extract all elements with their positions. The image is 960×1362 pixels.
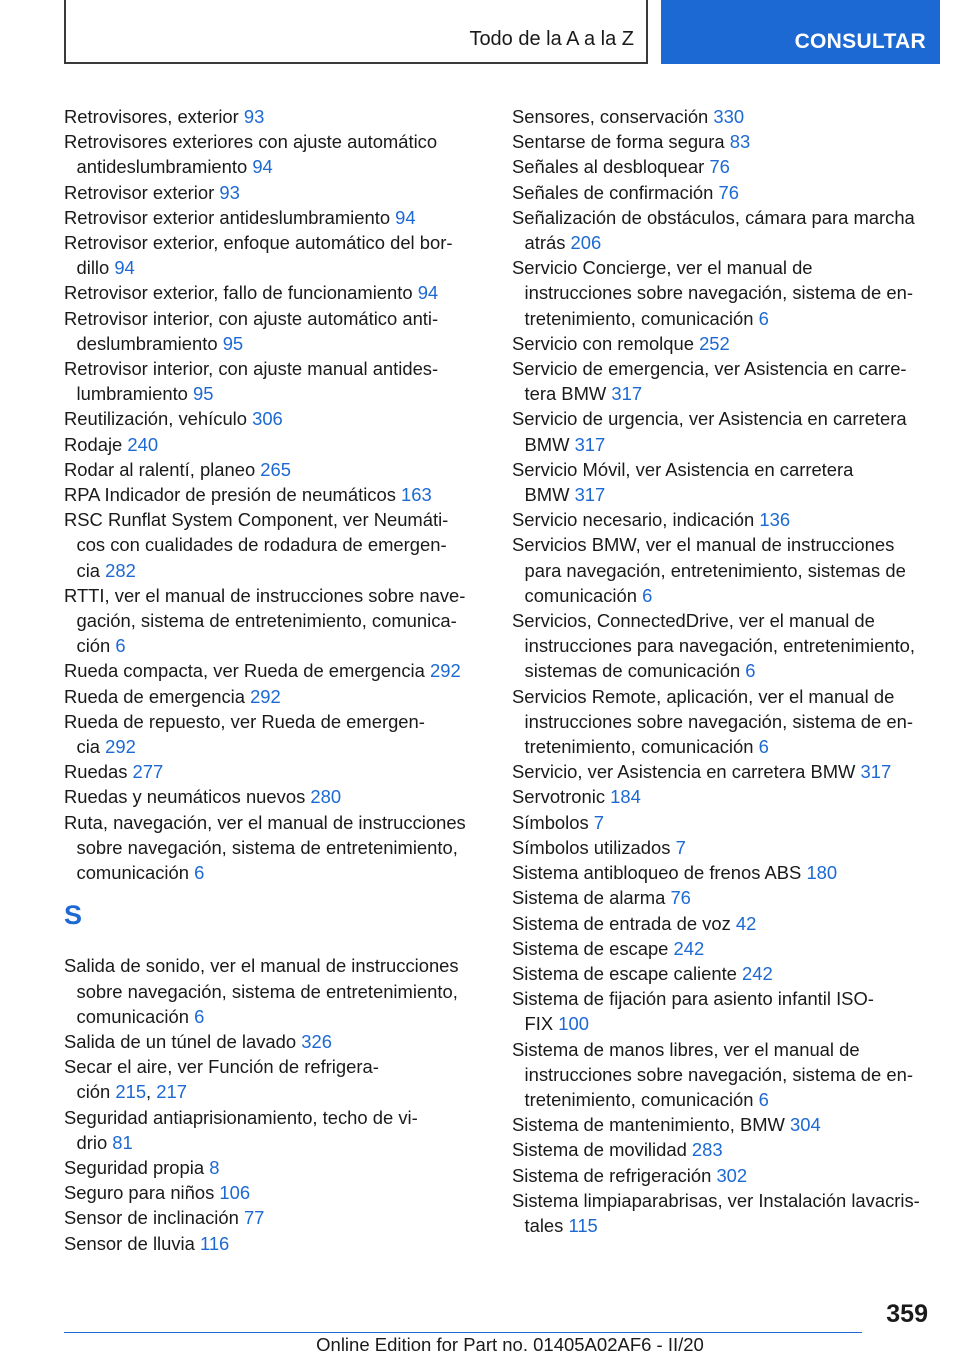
consult-tab[interactable] <box>661 0 940 64</box>
index-term: Sensor de lluvia <box>64 1232 200 1254</box>
index-term: Señales al desbloquear <box>512 156 710 178</box>
index-entry <box>64 709 484 759</box>
index-entry <box>64 432 484 457</box>
index-entry <box>64 180 484 205</box>
page-reference-link[interactable]: 7 <box>593 811 605 833</box>
page-reference-link[interactable]: 163 <box>401 484 432 506</box>
page-reference-link[interactable]: 116 <box>199 1232 230 1254</box>
index-term: Servicio Concierge, ver el manual de instrucciones sobre navegación, sistema de en- tretenimiento, comunicación <box>512 257 913 329</box>
index-entry <box>512 1163 952 1188</box>
index-entry <box>64 658 484 683</box>
page-reference-link[interactable]: 217 <box>156 1081 187 1103</box>
page-reference-link[interactable]: 6 <box>642 584 653 606</box>
index-term: Servicios Remote, aplicación, ver el manual de instrucciones sobre navegación, sistema de en- tretenimiento, comunicación <box>512 685 913 758</box>
index-entry <box>64 356 484 406</box>
index-term: Sistema de alarma <box>512 887 671 909</box>
index-entry <box>512 356 952 406</box>
page-reference-link[interactable]: 115 <box>568 1214 598 1236</box>
index-entry <box>64 1029 484 1054</box>
index-term: Sistema de mantenimiento, BMW <box>512 1114 791 1136</box>
index-entry <box>512 255 952 331</box>
index-entry <box>512 532 952 608</box>
index-term: Seguro para niños <box>64 1182 220 1204</box>
page-reference-link[interactable]: 76 <box>709 156 730 178</box>
page-reference-link[interactable]: 292 <box>250 685 281 707</box>
page-reference-link[interactable]: 6 <box>115 635 126 657</box>
index-entry <box>512 608 952 684</box>
index-term: RSC Runflat System Component, ver Neumáti- cos con cualidades de rodadura de emergen- cia <box>64 509 449 581</box>
index-entry <box>512 885 952 910</box>
page-reference-link[interactable]: 81 <box>112 1131 133 1153</box>
index-term: Servicio, ver Asistencia en carretera BMW <box>512 761 861 783</box>
index-term: Sensor de inclinación <box>64 1207 244 1229</box>
index-term: Sistema de escape caliente <box>512 962 743 984</box>
page-reference-link[interactable]: 94 <box>114 257 135 279</box>
index-term: Servicio necesario, indicación <box>512 509 760 531</box>
page-reference-link[interactable]: 93 <box>219 181 240 203</box>
footer-rule <box>64 1332 862 1333</box>
index-entry <box>512 860 952 885</box>
index-term: Salida de un túnel de lavado <box>64 1030 302 1052</box>
index-term: Seguridad antiaprisionamiento, techo de vi- drio <box>64 1106 418 1153</box>
page-reference-link[interactable]: 76 <box>670 887 691 909</box>
index-term: Sistema limpiaparabrisas, ver Instalación lavacris- tales <box>512 1189 920 1236</box>
index-term: Sistema de escape <box>512 937 674 959</box>
index-term: Servicios BMW, ver el manual de instrucciones para navegación, entretenimiento, sistemas de comunicación <box>512 534 906 606</box>
index-term: Retrovisores, exterior <box>64 106 244 127</box>
index-term: Retrovisor interior, con ajuste automático anti- deslumbramiento <box>64 307 439 354</box>
page-reference-link[interactable]: 292 <box>105 736 136 758</box>
page-reference-link[interactable]: 94 <box>252 156 273 178</box>
index-term: RPA Indicador de presión de neumáticos <box>64 484 402 506</box>
page-reference-link[interactable]: 184 <box>610 786 641 808</box>
page-reference-link[interactable]: 100 <box>558 1013 589 1035</box>
page-reference-link[interactable]: 317 <box>574 484 606 506</box>
page-reference-link[interactable]: 282 <box>105 559 136 581</box>
index-entry <box>64 482 484 507</box>
consult-tab-label: CONSULTAR <box>794 30 926 53</box>
index-term: Sistema de refrigeración <box>512 1164 717 1186</box>
index-term: Símbolos <box>512 811 594 833</box>
index-entry <box>64 1155 484 1180</box>
index-entry <box>64 684 484 709</box>
page-reference-link[interactable]: 242 <box>673 937 705 959</box>
index-term: Secar el aire, ver Función de refrigera- ción <box>64 1056 379 1103</box>
page-reference-link[interactable]: 94 <box>395 206 416 228</box>
index-term: Retrovisor exterior antideslumbramiento <box>64 206 396 228</box>
page-number: 359 <box>886 1300 928 1328</box>
index-column-left <box>64 104 484 1256</box>
index-term: Retrovisor interior, con ajuste manual antides- lumbramiento <box>64 358 439 405</box>
index-entry <box>512 457 952 507</box>
index-term: Ruedas y neumáticos nuevos <box>64 786 311 808</box>
page-reference-link[interactable]: 206 <box>570 232 602 254</box>
index-entry <box>512 784 952 809</box>
index-entry <box>64 230 484 280</box>
page-reference-link[interactable]: 6 <box>745 660 756 682</box>
index-entry <box>512 1037 952 1113</box>
section-tab[interactable] <box>64 0 648 64</box>
index-entry <box>512 205 952 255</box>
index-entry <box>64 1054 484 1104</box>
index-entry <box>512 1188 952 1238</box>
page-reference-link[interactable]: 95 <box>193 383 214 405</box>
page-reference-link[interactable]: 6 <box>194 862 205 884</box>
index-entry <box>512 835 952 860</box>
index-term: Rodar al ralentí, planeo <box>64 458 261 480</box>
index-entry <box>64 759 484 784</box>
page-reference-link[interactable]: 304 <box>790 1114 821 1136</box>
index-entry <box>64 1105 484 1155</box>
index-term: Sensores, conservación <box>512 106 714 127</box>
page-reference-link[interactable]: 215 <box>115 1081 147 1103</box>
page-reference-link[interactable]: 93 <box>243 106 265 127</box>
index-entry <box>512 986 952 1036</box>
index-term: Rueda compacta, ver Rueda de emergencia <box>64 660 430 682</box>
page-reference-link[interactable]: 136 <box>759 509 791 531</box>
page-reference-link[interactable]: 306 <box>252 408 283 430</box>
index-term: Retrovisor exterior, fallo de funcionamiento <box>64 282 418 304</box>
page-reference-link[interactable]: 302 <box>716 1164 748 1186</box>
index-term: Sistema de entrada de voz <box>512 912 736 934</box>
index-term: Reutilización, vehículo <box>64 408 253 430</box>
index-term: Sentarse de forma segura <box>512 131 730 153</box>
index-entry <box>512 331 952 356</box>
index-entry <box>512 180 952 205</box>
page-reference-link[interactable]: 317 <box>860 761 892 783</box>
page-reference-link[interactable]: 83 <box>729 131 751 153</box>
index-term: Salida de sonido, ver el manual de instrucciones sobre navegación, sistema de entretenimiento, comunicación <box>64 955 459 1027</box>
index-column-right <box>512 104 952 1238</box>
index-entry <box>64 280 484 305</box>
index-entry <box>64 507 484 583</box>
index-entry <box>64 129 484 179</box>
index-letter-heading: S <box>64 900 83 931</box>
index-entry <box>512 1137 952 1162</box>
index-entry <box>64 810 484 886</box>
index-entry <box>512 961 952 986</box>
index-entry <box>64 784 484 809</box>
index-term: Servicio Móvil, ver Asistencia en carretera BMW <box>512 458 854 506</box>
page-reference-link[interactable]: 292 <box>429 660 461 682</box>
index-term: Ruta, navegación, ver el manual de instrucciones sobre navegación, sistema de entretenimiento, comunicación <box>64 811 466 884</box>
index-term: Servicio con remolque <box>512 332 700 354</box>
index-term: Rueda de repuesto, ver Rueda de emergen- cia <box>64 710 425 758</box>
index-entry <box>512 810 952 835</box>
section-tab-label: Todo de la A a la Z <box>469 28 634 50</box>
page-reference-link[interactable]: 252 <box>699 332 730 354</box>
index-term: Ruedas <box>64 761 133 783</box>
page-reference-link[interactable]: 317 <box>574 433 606 455</box>
index-term: Retrovisor exterior, enfoque automático del bor- dillo <box>64 232 453 279</box>
index-entry <box>64 457 484 482</box>
index-term: Señalización de obstáculos, cámara para marcha atrás <box>512 206 915 254</box>
index-entry <box>512 406 952 456</box>
page-reference-link[interactable]: 77 <box>243 1207 265 1229</box>
index-entry <box>512 911 952 936</box>
page-reference-link[interactable]: 42 <box>735 912 757 934</box>
index-term: Sistema de fijación para asiento infantil ISO- FIX <box>512 988 874 1035</box>
index-entry <box>512 684 952 760</box>
page-reference-link[interactable]: 76 <box>718 181 739 203</box>
index-term: Servicio de emergencia, ver Asistencia en carre- tera BMW <box>512 358 907 405</box>
index-entry <box>64 205 484 230</box>
page-reference-link[interactable]: 7 <box>675 836 686 858</box>
index-entry <box>512 507 952 532</box>
page-reference-link[interactable]: 6 <box>758 736 769 758</box>
index-term: Servotronic <box>512 786 611 808</box>
index-term: Sistema de manos libres, ver el manual de instrucciones sobre navegación, sistema de en- tretenimiento, comunicación <box>512 1038 913 1110</box>
page-reference-link[interactable]: 283 <box>691 1139 723 1161</box>
index-entry <box>64 1231 484 1256</box>
page-reference-link[interactable]: 8 <box>209 1156 220 1178</box>
footer-edition-text: Online Edition for Part no. 01405A02AF6 - II/20 <box>316 1334 704 1355</box>
index-term: Seguridad propia <box>64 1156 210 1178</box>
page-reference-link[interactable]: 94 <box>417 282 439 304</box>
page-reference-link[interactable]: 265 <box>260 458 291 480</box>
index-entry <box>512 759 952 784</box>
index-entry <box>64 406 484 431</box>
page-reference-link[interactable]: 6 <box>194 1005 205 1027</box>
index-term: Servicio de urgencia, ver Asistencia en carretera BMW <box>512 408 907 455</box>
page-reference-link[interactable]: 280 <box>310 786 342 808</box>
index-entry <box>64 104 484 129</box>
index-entry <box>64 583 484 659</box>
index-term: Símbolos utilizados <box>512 836 676 858</box>
footer-edition <box>60 1334 960 1356</box>
index-term: Retrovisor exterior <box>64 181 220 203</box>
index-entry <box>512 129 952 154</box>
page-reference-link[interactable]: 326 <box>301 1030 332 1052</box>
page-reference-link[interactable]: 106 <box>219 1182 251 1204</box>
index-entry <box>64 1180 484 1205</box>
page-reference-link[interactable]: 330 <box>713 106 745 127</box>
index-entry <box>64 306 484 356</box>
index-term: Sistema de movilidad <box>512 1139 692 1161</box>
index-entry <box>512 936 952 961</box>
page-reference-link[interactable]: 6 <box>758 307 769 329</box>
page-reference-link[interactable]: 277 <box>132 761 164 783</box>
page-reference-link[interactable]: 240 <box>127 433 159 455</box>
page-reference-link[interactable]: 242 <box>742 962 773 984</box>
page-reference-link[interactable]: 317 <box>611 383 643 405</box>
index-term: Rueda de emergencia <box>64 685 251 707</box>
index-entry <box>64 953 484 1029</box>
index-entry <box>512 154 952 179</box>
index-term: Retrovisores exteriores con ajuste automático antideslumbramiento <box>64 131 438 178</box>
page-reference-link[interactable]: 180 <box>806 862 838 884</box>
index-term: Señales de confirmación <box>512 181 719 203</box>
index-entry <box>512 1112 952 1137</box>
index-term: Rodaje <box>64 433 128 455</box>
index-term: Servicios, ConnectedDrive, ver el manual de instrucciones para navegación, entretenimiento, sistemas de comunicación <box>512 610 916 682</box>
index-term: Sistema antibloqueo de frenos ABS <box>512 862 807 884</box>
page-reference-link[interactable]: 6 <box>758 1088 769 1110</box>
index-entry <box>64 1205 484 1230</box>
page-ref-separator: , <box>146 1081 157 1103</box>
index-term: RTTI, ver el manual de instrucciones sobre nave- gación, sistema de entretenimiento, comunica- ción <box>64 584 466 657</box>
index-entry <box>512 104 952 129</box>
page-reference-link[interactable]: 95 <box>222 332 244 354</box>
